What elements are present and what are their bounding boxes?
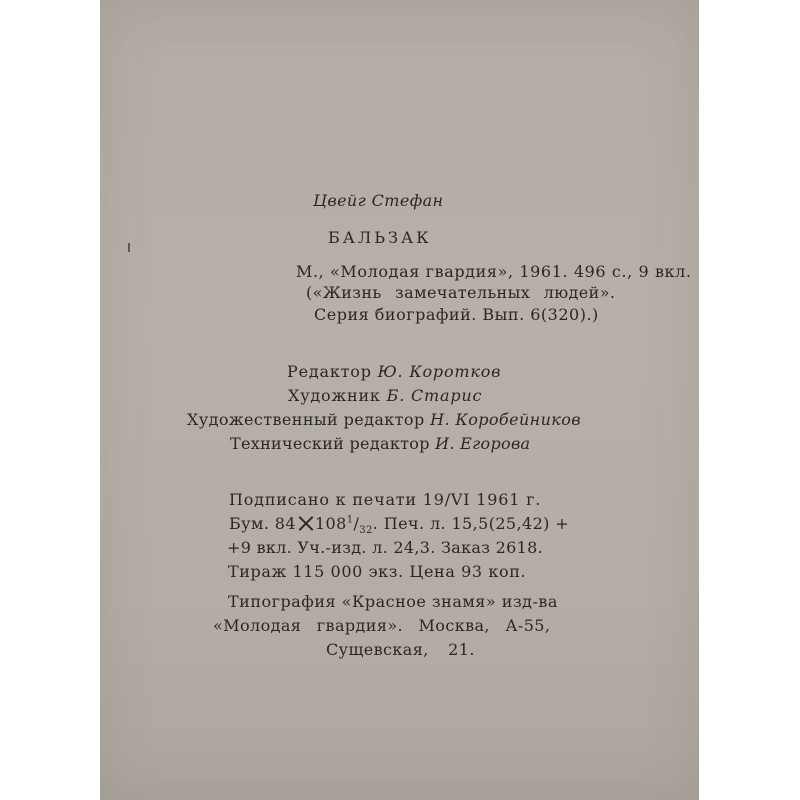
imprint-paper: Бум. 84 $108^1/_{32}$. Печ. л. 15,5(25,42) + — [229, 514, 570, 537]
publication-line-2: («Жизнь замечательных людей». — [306, 283, 616, 302]
paper-sheets: . Печ. л. 15,5(25,42) + — [372, 514, 570, 533]
multiply-sign — [297, 515, 314, 531]
paper-size-a: Бум. 84 — [229, 514, 296, 533]
imprint-signed: Подписано к печати 19/VI 1961 г. — [229, 490, 542, 509]
book-page — [100, 0, 699, 800]
paper-size-b: 108 — [314, 514, 347, 533]
credit-role: Редактор — [287, 362, 372, 381]
credit-name: И. Егорова — [435, 434, 531, 453]
credit-name: Ю. Коротков — [377, 362, 502, 381]
publication-line-1: М., «Молодая гвардия», 1961. 496 с., 9 вкл. — [296, 262, 692, 281]
printer-line-2: «Молодая гвардия». Москва, А-55, — [213, 616, 551, 635]
credit-name: Н. Коробейников — [430, 410, 582, 429]
credit-name: Б. Старис — [386, 386, 483, 405]
credit-role: Художественный редактор — [187, 410, 425, 429]
credit-tech-editor — [230, 434, 530, 453]
author-name: Цвейг Стефан — [313, 191, 444, 210]
book-title: БАЛЬЗАК — [328, 228, 432, 247]
margin-mark — [128, 243, 130, 252]
paper-fraction-den: 32 — [359, 525, 373, 537]
paper-fraction-num: 1 — [346, 514, 354, 526]
credit-art-editor — [187, 410, 581, 429]
credit-editor — [287, 362, 501, 381]
credit-role: Технический редактор — [230, 434, 430, 453]
publication-line-3: Серия биографий. Вып. 6(320).) — [314, 305, 599, 324]
printer-line-3: Сущевская, 21. — [326, 640, 475, 659]
printer-line-1: Типография «Красное знамя» изд-ва — [228, 592, 558, 611]
credit-role: Художник — [288, 386, 381, 405]
imprint-run: Тираж 115 000 экз. Цена 93 коп. — [228, 562, 527, 581]
credit-artist — [288, 386, 482, 405]
imprint-plates: +9 вкл. Уч.-изд. л. 24,3. Заказ 2618. — [227, 538, 543, 557]
